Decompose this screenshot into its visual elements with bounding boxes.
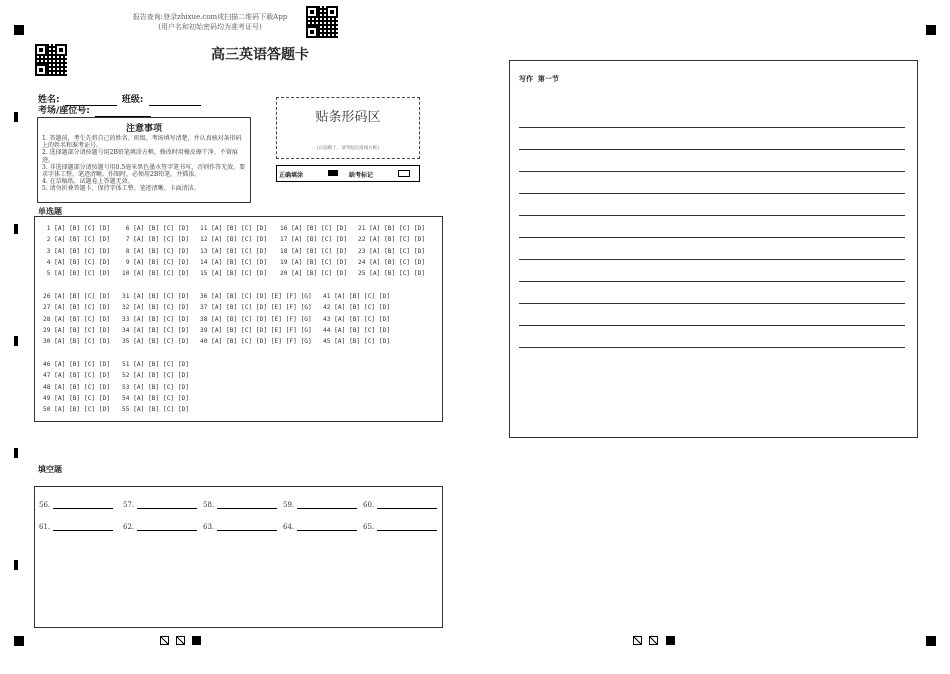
mc-question[interactable]: 47 [A] [B] [C] [D] <box>43 372 111 380</box>
mc-question[interactable]: 14 [A] [B] [C] [D] <box>200 258 268 266</box>
fill-blank-item <box>363 500 437 509</box>
fill-blank-number: 61. <box>39 523 51 531</box>
mc-question[interactable]: 38 [A] [B] [C] [D] [E] [F] [G] <box>200 315 312 323</box>
fill-blank-number: 57. <box>123 501 135 509</box>
absent-mark-label: 缺考标记 <box>349 172 374 179</box>
writing-line[interactable] <box>519 193 905 194</box>
mc-question[interactable]: 32 [A] [B] [C] [D] <box>122 304 190 312</box>
seat-field[interactable] <box>95 107 151 117</box>
mc-question[interactable]: 22 [A] [B] [C] [D] <box>358 236 426 244</box>
fill-blank-number: 56. <box>39 501 51 509</box>
page-mark-box <box>176 636 185 645</box>
mc-question[interactable]: 29 [A] [B] [C] [D] <box>43 326 111 334</box>
app-qr-code <box>306 6 338 38</box>
writing-line[interactable] <box>519 237 905 238</box>
mc-question[interactable]: 46 [A] [B] [C] [D] <box>43 361 111 368</box>
mc-question[interactable]: 35 [A] [B] [C] [D] <box>122 338 190 346</box>
timing-mark <box>14 336 18 346</box>
mc-question[interactable]: 41 [A] [B] [C] [D] <box>323 293 391 300</box>
mc-question[interactable]: 37 [A] [B] [C] [D] [E] [F] [G] <box>200 304 312 312</box>
writing-section-label: 写作 第一节 <box>519 75 559 83</box>
notice-item: 4. 在草稿纸、试题卷上答题无效。 <box>42 178 134 186</box>
mc-question[interactable]: 9 [A] [B] [C] [D] <box>122 258 190 266</box>
mc-answer-area <box>34 216 443 422</box>
fill-blank-number: 60. <box>363 501 375 509</box>
page-title: 高三英语答题卡 <box>211 47 309 63</box>
fill-blank-line[interactable] <box>297 500 357 509</box>
report-query-line1: 报告查询:登录zhixue.com或扫描二维码下载App <box>132 13 288 21</box>
fill-blank-item <box>39 500 113 509</box>
page-mark-box <box>649 636 658 645</box>
mc-question[interactable]: 16 [A] [B] [C] [D] <box>280 225 348 232</box>
mc-question[interactable]: 44 [A] [B] [C] [D] <box>323 326 391 334</box>
mc-question[interactable]: 3 [A] [B] [C] [D] <box>43 247 111 255</box>
mc-question[interactable]: 10 [A] [B] [C] [D] <box>122 270 190 278</box>
fill-blank-item <box>203 500 277 509</box>
mc-question[interactable]: 11 [A] [B] [C] [D] <box>200 225 268 232</box>
mc-question[interactable]: 43 [A] [B] [C] [D] <box>323 315 391 323</box>
fill-blank-number: 65. <box>363 523 375 531</box>
corner-mark-tl <box>14 25 24 35</box>
notice-item: 2. 选择题部分请按题号用2B铅笔填涂方框，修改时用橡皮擦干净，不留痕迹。 <box>42 149 238 164</box>
mc-question[interactable]: 52 [A] [B] [C] [D] <box>122 372 190 380</box>
mc-question[interactable]: 48 [A] [B] [C] [D] <box>43 383 111 391</box>
fill-blank-item <box>203 522 277 531</box>
mc-question[interactable]: 19 [A] [B] [C] [D] <box>280 258 348 266</box>
corner-mark-br <box>926 636 936 646</box>
mc-question[interactable]: 25 [A] [B] [C] [D] <box>358 270 426 278</box>
fill-blank-item <box>123 500 197 509</box>
mc-question[interactable]: 23 [A] [B] [C] [D] <box>358 247 426 255</box>
mc-question[interactable]: 45 [A] [B] [C] [D] <box>323 338 391 346</box>
fill-blank-line[interactable] <box>217 522 277 531</box>
fill-blank-line[interactable] <box>377 500 437 509</box>
timing-mark <box>14 112 18 122</box>
barcode-title: 贴条形码区 <box>315 110 381 125</box>
mc-question[interactable]: 40 [A] [B] [C] [D] [E] [F] [G] <box>200 338 312 346</box>
writing-line[interactable] <box>519 303 905 304</box>
seat-row <box>38 98 151 117</box>
mc-question[interactable]: 33 [A] [B] [C] [D] <box>122 315 190 323</box>
mc-question[interactable]: 49 [A] [B] [C] [D] <box>43 394 111 402</box>
writing-line[interactable] <box>519 281 905 282</box>
class-label: 班级: <box>121 95 144 105</box>
mc-question[interactable]: 28 [A] [B] [C] [D] <box>43 315 111 323</box>
writing-line[interactable] <box>519 259 905 260</box>
fill-blank-line[interactable] <box>137 500 197 509</box>
fill-blank-number: 58. <box>203 501 215 509</box>
correct-fill-sample <box>328 170 338 176</box>
fill-blank-item <box>363 522 437 531</box>
fill-blank-line[interactable] <box>297 522 357 531</box>
mc-question[interactable]: 21 [A] [B] [C] [D] <box>358 225 426 232</box>
mc-question[interactable]: 20 [A] [B] [C] [D] <box>280 270 348 278</box>
writing-line[interactable] <box>519 325 905 326</box>
fill-blank-line[interactable] <box>53 500 113 509</box>
fill-blank-item <box>39 522 113 531</box>
page-mark-box <box>160 636 169 645</box>
mc-question[interactable]: 13 [A] [B] [C] [D] <box>200 247 268 255</box>
fill-blank-item <box>123 522 197 531</box>
fill-blank-number: 59. <box>283 501 295 509</box>
fill-section-label: 填空题 <box>38 465 62 474</box>
timing-mark <box>14 224 18 234</box>
corner-mark-tr <box>926 25 936 35</box>
mc-question[interactable]: 17 [A] [B] [C] [D] <box>280 236 348 244</box>
fill-blank-line[interactable] <box>217 500 277 509</box>
page-mark-box <box>633 636 642 645</box>
fill-blank-line[interactable] <box>137 522 197 531</box>
page-mark-box <box>192 636 201 645</box>
mc-question[interactable]: 7 [A] [B] [C] [D] <box>122 236 190 244</box>
mc-question[interactable]: 12 [A] [B] [C] [D] <box>200 236 268 244</box>
timing-mark <box>14 560 18 570</box>
mc-question[interactable]: 36 [A] [B] [C] [D] [E] [F] [G] <box>200 293 312 300</box>
mc-question[interactable]: 26 [A] [B] [C] [D] <box>43 293 111 300</box>
notice-title: 注意事项 <box>125 124 162 134</box>
mc-question[interactable]: 34 [A] [B] [C] [D] <box>122 326 190 334</box>
fill-answer-area <box>34 486 443 628</box>
mc-question[interactable]: 8 [A] [B] [C] [D] <box>122 247 190 255</box>
mc-question[interactable]: 6 [A] [B] [C] [D] <box>122 225 190 232</box>
corner-mark-bl <box>14 636 24 646</box>
mc-question[interactable]: 1 [A] [B] [C] [D] <box>43 225 111 232</box>
report-query-note <box>120 12 300 32</box>
writing-line[interactable] <box>519 149 905 150</box>
mc-question[interactable]: 42 [A] [B] [C] [D] <box>323 304 391 312</box>
writing-area <box>509 60 918 438</box>
writing-line[interactable] <box>519 215 905 216</box>
page-mark-box <box>666 636 675 645</box>
mc-question[interactable]: 27 [A] [B] [C] [D] <box>43 304 111 312</box>
notice-box <box>37 117 251 203</box>
mc-question[interactable]: 15 [A] [B] [C] [D] <box>200 270 268 278</box>
fill-blank-number: 62. <box>123 523 135 531</box>
fill-blank-number: 64. <box>283 523 295 531</box>
student-qr-code <box>35 44 67 76</box>
fill-blank-item <box>283 522 357 531</box>
fill-legend <box>276 165 420 182</box>
mc-question[interactable]: 53 [A] [B] [C] [D] <box>122 383 190 391</box>
mc-question[interactable]: 4 [A] [B] [C] [D] <box>43 258 111 266</box>
mc-question[interactable]: 30 [A] [B] [C] [D] <box>43 338 111 346</box>
mc-question[interactable]: 5 [A] [B] [C] [D] <box>43 270 111 278</box>
writing-line[interactable] <box>519 347 905 348</box>
notice-item: 1. 答题前，考生先将自己的姓名、班级、考场填写清楚，并认真核对条形码上的姓名和准考证号。 <box>42 135 242 150</box>
fill-blank-line[interactable] <box>53 522 113 531</box>
mc-question[interactable]: 54 [A] [B] [C] [D] <box>122 394 190 402</box>
mc-question[interactable]: 55 [A] [B] [C] [D] <box>122 406 190 414</box>
mc-question[interactable]: 39 [A] [B] [C] [D] [E] [F] [G] <box>200 326 312 334</box>
notice-item: 3. 非选择题部分请按题号用0.5毫米黑色墨水签字笔书写，否则作答无效。要求字体工整、笔迹清晰。作图时，必须用2B铅笔，并描浓。 <box>42 163 246 179</box>
notice-list <box>38 134 250 194</box>
writing-line[interactable] <box>519 127 905 128</box>
timing-mark <box>14 448 18 458</box>
correct-fill-label: 正确填涂 <box>279 172 304 179</box>
mc-question[interactable]: 50 [A] [B] [C] [D] <box>43 406 111 414</box>
report-query-line2: (用户名和初始密码均为准考证号) <box>158 23 262 31</box>
fill-blank-item <box>283 500 357 509</box>
mc-question[interactable]: 24 [A] [B] [C] [D] <box>358 258 426 266</box>
mc-section-label: 单选题 <box>38 207 62 216</box>
fill-blank-number: 63. <box>203 523 215 531</box>
barcode-hint: (正面朝上，请勿贴出虚线方框) <box>316 146 379 151</box>
notice-item: 5. 请勿折叠答题卡，保持字体工整、笔迹清晰、卡面清洁。 <box>42 185 200 193</box>
fill-blank-line[interactable] <box>377 522 437 531</box>
class-field[interactable] <box>149 96 201 106</box>
name-label: 姓名: <box>38 95 60 105</box>
seat-label: 考场/座位号: <box>38 106 90 116</box>
barcode-area[interactable] <box>276 97 420 159</box>
mc-question[interactable]: 2 [A] [B] [C] [D] <box>43 236 111 244</box>
mc-question[interactable]: 31 [A] [B] [C] [D] <box>122 293 190 300</box>
absent-mark-box[interactable] <box>398 170 410 177</box>
writing-line[interactable] <box>519 171 905 172</box>
mc-question[interactable]: 18 [A] [B] [C] [D] <box>280 247 348 255</box>
mc-question[interactable]: 51 [A] [B] [C] [D] <box>122 361 190 368</box>
